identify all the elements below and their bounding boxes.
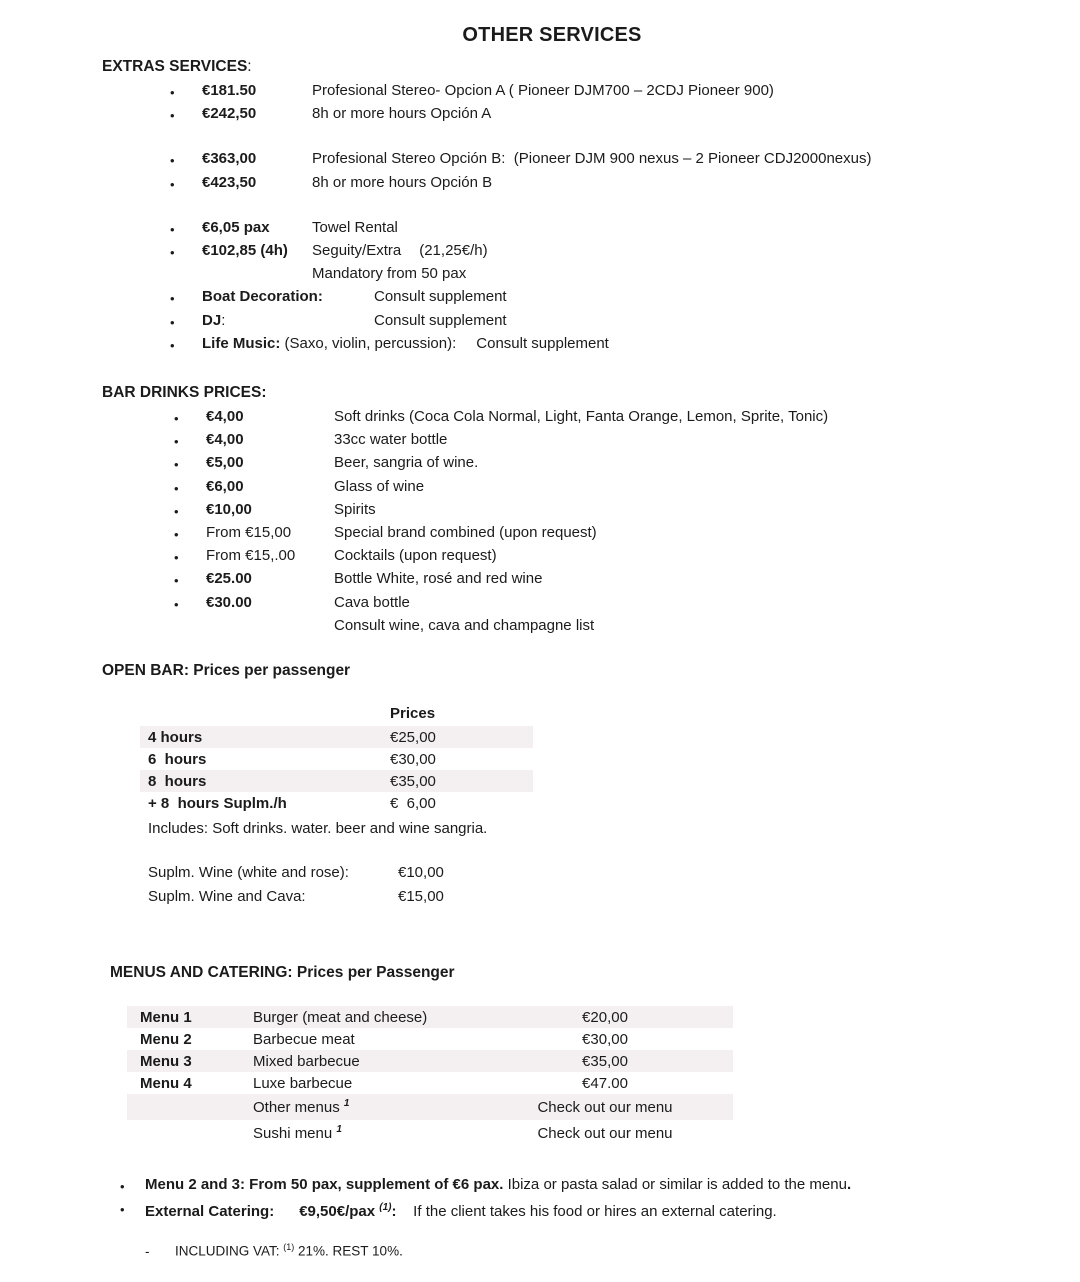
vat-rest: 21%. REST 10%. [294, 1243, 403, 1259]
menu-footnote-marker: 1 [343, 1098, 350, 1109]
bullet-icon: • [170, 153, 175, 169]
bar-price: €30.00 [206, 593, 252, 611]
consult-row-life-music [102, 335, 871, 358]
extras-item-row [102, 242, 871, 265]
bar-desc: Cava bottle [334, 593, 410, 611]
extras-desc: Profesional Stereo- Opcion A ( Pioneer DJM700 – 2CDJ Pioneer 900) [312, 82, 774, 99]
bar-price: €25.00 [206, 570, 252, 588]
bullet-icon: • [170, 108, 175, 124]
bar-footer-note: Consult wine, cava and champagne list [334, 616, 595, 634]
extras-price: €102,85 (4h) [202, 241, 288, 259]
extras-desc: Profesional Stereo Opción B: (Pioneer DJM 900 nexus – 2 Pioneer CDJ2000nexus) [312, 150, 872, 168]
consult-label-text: DJ [202, 311, 222, 329]
consult-label: Boat Decoration: [202, 288, 323, 306]
menu-desc-text: Other menus [253, 1099, 344, 1116]
consult-value: Consult supplement [374, 311, 507, 329]
bar-price: €4,00 [206, 408, 244, 425]
extras-heading [102, 58, 871, 78]
open-bar-price: €35,00 [390, 772, 436, 790]
bullet-icon: • [170, 314, 175, 330]
bullet-icon: • [170, 176, 175, 192]
bar-desc: 33cc water bottle [334, 431, 448, 449]
bar-desc: Beer, sangria of wine. [334, 454, 479, 472]
footnote-marker: (1) [379, 1202, 392, 1213]
menu-price: Check out our menu [537, 1124, 673, 1142]
open-bar-header-row [140, 705, 533, 726]
section-extras-services [102, 58, 871, 358]
menu-desc [253, 1031, 477, 1048]
bar-desc: Bottle White, rosé and red wine [334, 570, 543, 588]
bullet-icon: • [170, 221, 175, 237]
bar-price: €4,00 [206, 431, 244, 449]
vat-text: INCLUDING VAT: [175, 1243, 284, 1259]
supplement-row [148, 864, 444, 888]
open-bar-table [140, 705, 533, 814]
bar-desc: Soft drinks (Coca Cola Normal, Light, Fanta Orange, Lemon, Sprite, Tonic) [334, 408, 829, 425]
bar-item-row [102, 594, 828, 617]
menu-label: Menu 2 [140, 1030, 192, 1048]
menu-desc [253, 1124, 477, 1142]
extras-desc: 8h or more hours Opción A [312, 105, 492, 123]
extras-item-row [102, 82, 871, 105]
open-bar-duration: 8 hours [148, 772, 207, 790]
bullet-icon: • [174, 457, 179, 473]
open-bar-price: €30,00 [390, 750, 436, 768]
extras-price: €181.50 [202, 82, 257, 99]
menu-row [127, 1050, 733, 1072]
extras-item-row [102, 219, 871, 242]
supplement-label: Suplm. Wine and Cava: [148, 888, 306, 905]
note-catering-label: External Catering: [145, 1203, 275, 1220]
extras-price: €423,50 [202, 173, 257, 191]
bullet-icon: • [174, 434, 179, 450]
bullet-icon: • [170, 244, 175, 260]
bar-price: From €15,00 [206, 523, 292, 541]
extras-price: €242,50 [202, 105, 257, 123]
consult-detail: (Saxo, violin, percussion): [280, 334, 457, 352]
bar-price: €10,00 [206, 500, 252, 518]
consult-label-colon: : [221, 311, 226, 329]
bullet-icon: • [120, 1202, 125, 1217]
page-title: OTHER SERVICES [462, 24, 642, 46]
note-vat [120, 1242, 851, 1259]
note-external-catering [120, 1199, 851, 1222]
menu-desc-text: Barbecue meat [253, 1030, 355, 1048]
menu-row [127, 1006, 733, 1028]
menu-label: Menu 3 [140, 1052, 192, 1070]
bar-desc: Special brand combined (upon request) [334, 523, 597, 541]
open-bar-supplements [148, 864, 444, 912]
open-bar-duration: + 8 hours Suplm./h [148, 794, 287, 812]
supplement-price: €10,00 [398, 864, 444, 881]
menus-heading: MENUS AND CATERING: Prices per Passenger [110, 964, 455, 981]
bar-drinks-heading: BAR DRINKS PRICES: [102, 384, 267, 401]
bar-desc: Cocktails (upon request) [334, 547, 497, 565]
bullet-icon: • [174, 503, 179, 519]
menu-desc-text: Luxe barbecue [253, 1074, 353, 1092]
section-bar-drinks [102, 384, 828, 640]
open-bar-row [140, 748, 533, 770]
menu-desc-text: Sushi menu [253, 1125, 337, 1142]
extras-desc: Seguity/Extra [312, 241, 402, 259]
menu-label: Menu 4 [140, 1074, 192, 1092]
extras-heading-colon: : [247, 58, 252, 75]
supplement-label: Suplm. Wine (white and rose): [148, 864, 349, 881]
extras-desc: 8h or more hours Opción B [312, 173, 493, 191]
supplement-row [148, 888, 444, 912]
bullet-icon: • [170, 291, 175, 307]
note-catering-colon: : [391, 1203, 397, 1220]
extras-price: €363,00 [202, 150, 257, 168]
consult-label [202, 312, 374, 330]
note-menu-supplement [120, 1176, 851, 1199]
menu-footnote-marker: 1 [336, 1124, 342, 1135]
bar-item-row [102, 454, 828, 477]
bullet-icon: • [170, 337, 175, 353]
dash-marker: - [145, 1243, 150, 1259]
consult-value: Consult supplement [476, 334, 609, 352]
bullet-icon: • [120, 1179, 125, 1194]
menu-desc-text: Burger (meat and cheese) [253, 1008, 428, 1026]
note-catering-price: €9,50€/pax [274, 1203, 380, 1220]
supplement-price: €15,00 [398, 888, 444, 905]
note-regular-text: Ibiza or pasta salad or similar is added to the menu [503, 1176, 847, 1193]
extras-price: €6,05 pax [202, 218, 270, 236]
menu-desc [253, 1009, 477, 1026]
open-bar-col-header: Prices [390, 705, 436, 722]
bar-item-row [102, 408, 828, 431]
bar-footer-row [102, 617, 828, 640]
menu-price: €47.00 [582, 1074, 628, 1092]
extras-rate: (21,25€/h) [419, 241, 488, 259]
menu-desc [253, 1053, 477, 1070]
bar-item-row [102, 524, 828, 547]
menu-desc [253, 1075, 477, 1092]
bullet-icon: • [174, 480, 179, 496]
open-bar-row [140, 726, 533, 748]
menu-price: €30,00 [582, 1030, 628, 1048]
bar-desc: Glass of wine [334, 477, 425, 495]
consult-value: Consult supplement [374, 288, 507, 306]
bar-price: From €15,.00 [206, 547, 296, 565]
open-bar-price: €25,00 [390, 728, 436, 746]
menu-row [127, 1094, 733, 1120]
note-end-period: . [846, 1176, 852, 1193]
open-bar-row [140, 792, 533, 814]
security-note: Mandatory from 50 pax [312, 265, 467, 283]
extras-item-row [102, 150, 871, 173]
bullet-icon: • [174, 573, 179, 589]
extras-heading-text: EXTRAS SERVICES [102, 58, 248, 75]
open-bar-duration: 6 hours [148, 750, 207, 768]
menu-row [127, 1072, 733, 1094]
menu-row [127, 1028, 733, 1050]
bullet-icon: • [174, 411, 179, 426]
bar-item-row [102, 547, 828, 570]
bullet-icon: • [174, 596, 179, 612]
vat-footnote-marker: (1) [283, 1242, 295, 1252]
bar-item-row [102, 478, 828, 501]
note-bold-text: Menu 2 and 3: From 50 pax, supplement of €6 pax. [145, 1176, 504, 1193]
consult-row-boat-decoration [102, 288, 871, 311]
bar-price: €5,00 [206, 454, 244, 472]
section-notes [120, 1176, 851, 1259]
menu-row [127, 1120, 733, 1146]
note-catering-text: If the client takes his food or hires an external catering. [396, 1203, 777, 1220]
bullet-icon: • [170, 85, 175, 100]
menu-price: €20,00 [582, 1008, 628, 1026]
bar-desc: Spirits [334, 500, 376, 518]
extras-item-row [102, 105, 871, 128]
extras-note-row [102, 265, 871, 288]
consult-row-dj [102, 312, 871, 335]
menu-price: Check out our menu [537, 1098, 673, 1116]
menus-table [127, 1006, 733, 1146]
extras-item-row [102, 174, 871, 197]
consult-label: Life Music: [202, 334, 281, 352]
menu-desc-text: Mixed barbecue [253, 1052, 360, 1070]
open-bar-heading: OPEN BAR: Prices per passenger [102, 662, 351, 679]
open-bar-includes-note: Includes: Soft drinks. water. beer and wine sangria. [148, 820, 488, 837]
bullet-icon: • [174, 526, 179, 542]
bullet-icon: • [174, 550, 179, 566]
bar-price: €6,00 [206, 477, 244, 495]
open-bar-row [140, 770, 533, 792]
open-bar-duration: 4 hours [148, 728, 203, 746]
open-bar-price: € 6,00 [390, 794, 436, 812]
menu-price: €35,00 [582, 1052, 628, 1070]
bar-item-row [102, 501, 828, 524]
extras-desc: Towel Rental [312, 218, 398, 236]
bar-item-row [102, 570, 828, 593]
menu-label: Menu 1 [140, 1008, 192, 1026]
menu-desc [253, 1098, 477, 1116]
bar-item-row [102, 431, 828, 454]
